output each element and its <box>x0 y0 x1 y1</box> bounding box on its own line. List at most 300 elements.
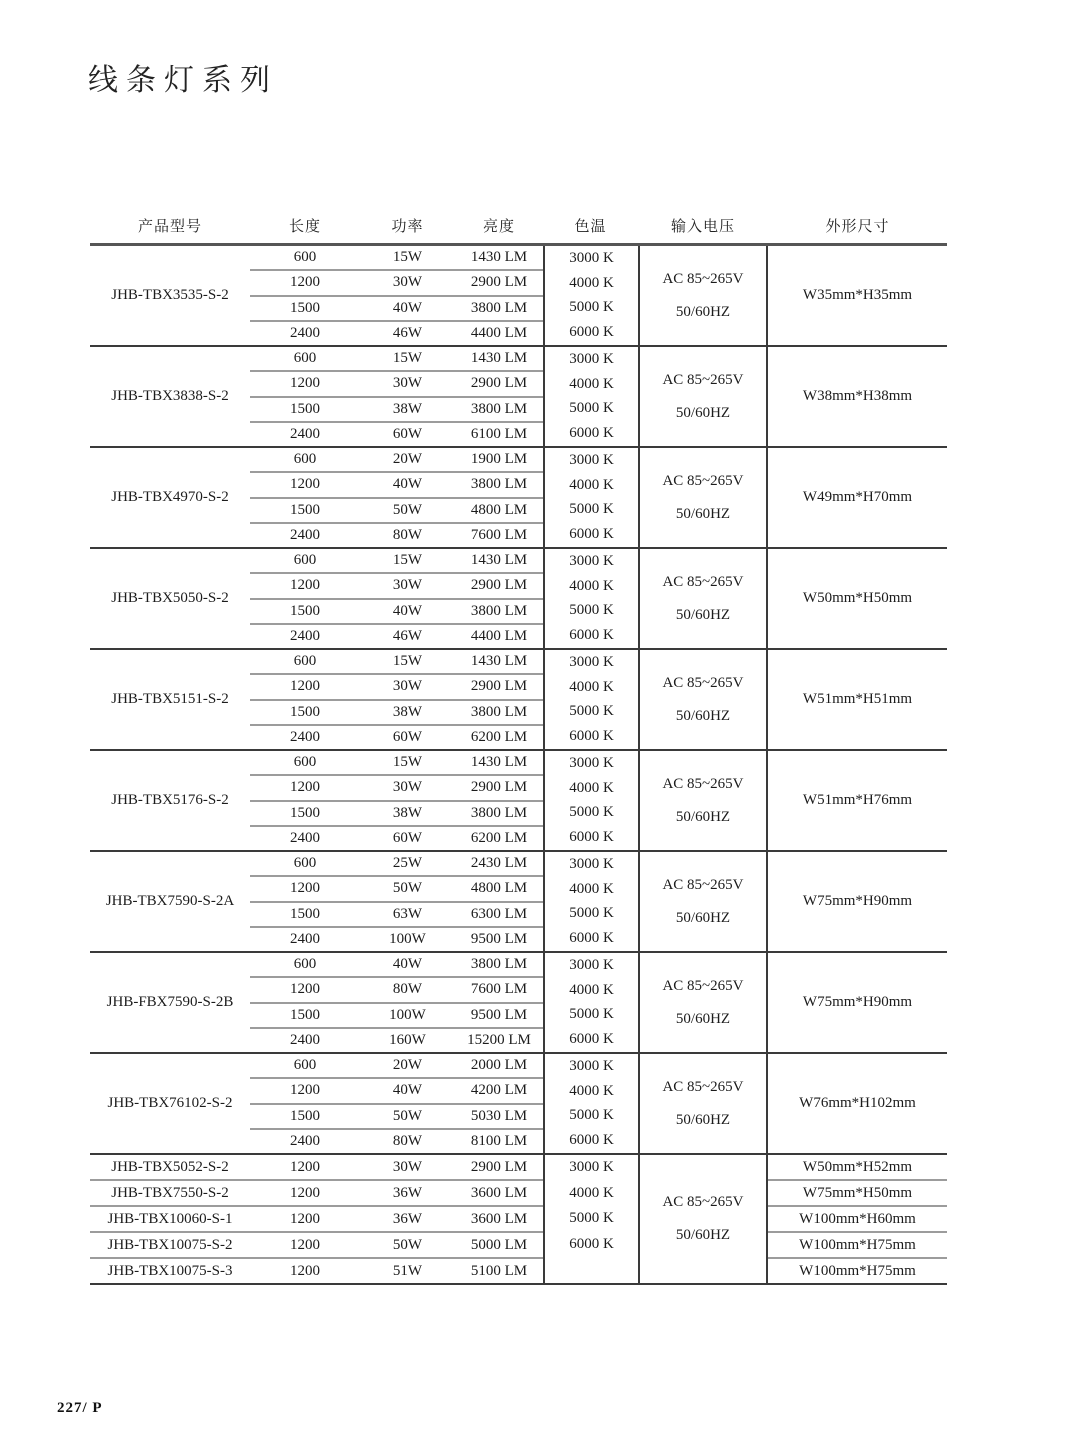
voltage-line2: 50/60HZ <box>675 1227 731 1243</box>
dimensions-value: W51mm*H76mm <box>802 792 913 808</box>
spec-subrow <box>250 421 543 446</box>
table-row-group <box>90 650 947 751</box>
color-temp-cell <box>543 448 638 547</box>
product-model-cell <box>90 751 250 850</box>
spec-subrow <box>250 825 543 850</box>
lumen-value: 4800 LM <box>470 501 528 518</box>
length-value: 2400 <box>290 930 320 947</box>
color-temp-value: 4000 K <box>569 678 614 695</box>
length-value: 1500 <box>290 804 320 821</box>
lumen-value: 1430 LM <box>470 653 528 670</box>
length-value: 2400 <box>290 627 320 644</box>
lumen-value: 5100 LM <box>470 1262 528 1279</box>
power-value: 40W <box>392 602 423 619</box>
voltage-line2: 50/60HZ <box>675 1010 731 1027</box>
power-value: 30W <box>392 577 423 594</box>
voltage-cell <box>638 751 768 850</box>
color-temp-value: 4000 K <box>569 375 614 392</box>
color-temp-value: 4000 K <box>569 1082 614 1099</box>
color-temp-value: 5000 K <box>569 703 614 720</box>
voltage-cell <box>638 347 768 446</box>
spec-subrow <box>250 497 543 522</box>
lumen-value: 3600 LM <box>470 1184 528 1201</box>
dimensions-value: W75mm*H50mm <box>768 1179 947 1205</box>
length-value: 1200 <box>290 779 320 796</box>
lumen-value: 3800 LM <box>470 956 528 973</box>
voltage-line2: 50/60HZ <box>675 1111 731 1128</box>
color-temp-value: 6000 K <box>569 829 614 846</box>
spec-subrow <box>250 471 543 496</box>
spec-subrow <box>250 320 543 345</box>
power-value: 40W <box>392 299 423 316</box>
voltage-cell <box>638 1054 768 1153</box>
length-value: 600 <box>293 1057 317 1074</box>
power-value: 80W <box>392 526 423 543</box>
product-model-cell <box>90 852 250 951</box>
spec-subrow <box>250 370 543 395</box>
length-power-lumen-subtable <box>250 1054 543 1153</box>
spec-subrow <box>250 347 543 370</box>
power-value: 20W <box>392 1057 423 1074</box>
table-row <box>90 1179 543 1205</box>
length-value: 1200 <box>290 577 320 594</box>
lumen-value: 3800 LM <box>470 703 528 720</box>
voltage-cell <box>638 953 768 1052</box>
lumen-value: 2900 LM <box>470 678 528 695</box>
table-body <box>90 246 947 1155</box>
table-row-group <box>90 246 947 347</box>
spec-subrow <box>250 623 543 648</box>
power-value: 80W <box>392 1132 423 1149</box>
spec-subrow <box>250 976 543 1001</box>
page-title: 线条灯系列 <box>88 64 278 97</box>
length-power-lumen-subtable <box>250 751 543 850</box>
spec-subrow <box>250 295 543 320</box>
spec-subrow <box>250 522 543 547</box>
color-temp-value: 5000 K <box>569 400 614 417</box>
spec-subrow <box>250 673 543 698</box>
length-power-lumen-subtable <box>250 448 543 547</box>
dimensions-cell <box>768 852 947 951</box>
spec-subrow <box>250 572 543 597</box>
color-temp-value: 5000 K <box>569 804 614 821</box>
lumen-value: 1430 LM <box>470 350 528 367</box>
lumen-value: 6200 LM <box>470 728 528 745</box>
table-row <box>90 1205 543 1231</box>
color-temp-value: 3000 K <box>569 754 614 771</box>
voltage-line2: 50/60HZ <box>675 505 731 522</box>
color-temp-value: 4000 K <box>569 577 614 594</box>
color-temp-value: 6000 K <box>569 425 614 442</box>
length-value: 600 <box>293 249 317 266</box>
power-value: 60W <box>392 829 423 846</box>
power-value: 15W <box>392 552 423 569</box>
color-temp-value: 3000 K <box>569 451 614 468</box>
voltage-line2: 50/60HZ <box>675 707 731 724</box>
lumen-value: 4200 LM <box>470 1082 528 1099</box>
voltage-line1: AC 85~265V <box>662 472 744 489</box>
spec-subrow <box>250 396 543 421</box>
product-model: JHB-TBX5176-S-2 <box>111 792 229 808</box>
lumen-value: 6300 LM <box>470 905 528 922</box>
length-value: 1500 <box>290 703 320 720</box>
lumen-value: 9500 LM <box>470 930 528 947</box>
color-temp-value: 6000 K <box>569 1236 614 1253</box>
power-value: 38W <box>392 400 423 417</box>
color-temp-value: 4000 K <box>569 476 614 493</box>
length-value: 1200 <box>290 981 320 998</box>
length-power-lumen-subtable <box>250 246 543 345</box>
product-model: JHB-TBX3535-S-2 <box>111 287 229 303</box>
product-model-cell <box>90 549 250 648</box>
length-value: 1500 <box>290 400 320 417</box>
color-temp-value: 3000 K <box>569 956 614 973</box>
spec-subrow <box>250 852 543 875</box>
power-value: 25W <box>392 855 423 872</box>
single-rows-left <box>90 1155 543 1283</box>
color-temp-cell <box>543 347 638 446</box>
spec-subrow <box>250 901 543 926</box>
length-value: 1200 <box>290 476 320 493</box>
product-model-cell <box>90 650 250 749</box>
lumen-value: 3600 LM <box>470 1210 528 1227</box>
voltage-cell <box>638 650 768 749</box>
spec-subrow <box>250 699 543 724</box>
spec-subrow <box>250 953 543 976</box>
header-lumen: 亮度 <box>482 219 515 235</box>
color-temp-value: 5000 K <box>569 299 614 316</box>
dimensions-cell <box>768 1054 947 1153</box>
lumen-value: 4400 LM <box>470 324 528 341</box>
color-temp-value: 6000 K <box>569 930 614 947</box>
power-value: 30W <box>392 779 423 796</box>
power-value: 40W <box>392 1082 423 1099</box>
lumen-value: 4400 LM <box>470 627 528 644</box>
table-row <box>90 1231 543 1257</box>
color-temp-cell <box>543 1155 638 1283</box>
dimensions-cell <box>768 448 947 547</box>
product-model: JHB-TBX7550-S-2 <box>111 1184 229 1201</box>
lumen-value: 1430 LM <box>470 754 528 771</box>
color-temp-value: 3000 K <box>569 249 614 266</box>
power-value: 36W <box>392 1184 423 1201</box>
spec-subrow <box>250 650 543 673</box>
dimensions-value: W100mm*H75mm <box>768 1257 947 1283</box>
length-value: 1200 <box>290 1262 320 1279</box>
product-model-cell <box>90 953 250 1052</box>
power-value: 50W <box>392 880 423 897</box>
dimensions-value: W75mm*H90mm <box>802 893 913 909</box>
lumen-value: 6200 LM <box>470 829 528 846</box>
color-temp-value: 6000 K <box>569 627 614 644</box>
lumen-value: 3800 LM <box>470 299 528 316</box>
color-temp-value: 6000 K <box>569 1132 614 1149</box>
product-model: JHB-TBX5050-S-2 <box>111 590 229 606</box>
spec-subrow <box>250 774 543 799</box>
spec-subrow <box>250 1128 543 1153</box>
color-temp-value: 4000 K <box>569 274 614 291</box>
color-temp-value: 5000 K <box>569 905 614 922</box>
length-value: 600 <box>293 552 317 569</box>
spec-subrow <box>250 875 543 900</box>
product-model: JHB-TBX10075-S-3 <box>107 1262 233 1279</box>
length-value: 1200 <box>290 1184 320 1201</box>
lumen-value: 2900 LM <box>470 274 528 291</box>
color-temp-value: 3000 K <box>569 1057 614 1074</box>
voltage-line1: AC 85~265V <box>662 573 744 590</box>
lumen-value: 6100 LM <box>470 425 528 442</box>
power-value: 15W <box>392 653 423 670</box>
length-value: 2400 <box>290 324 320 341</box>
table-row-group <box>90 953 947 1054</box>
length-value: 1200 <box>290 375 320 392</box>
product-model: JHB-FBX7590-S-2B <box>106 994 234 1010</box>
length-value: 1200 <box>290 678 320 695</box>
voltage-cell <box>638 1155 768 1283</box>
spec-subrow <box>250 1027 543 1052</box>
voltage-cell <box>638 448 768 547</box>
power-value: 100W <box>389 1006 426 1023</box>
length-power-lumen-subtable <box>250 650 543 749</box>
length-value: 1500 <box>290 501 320 518</box>
dimensions-value: W76mm*H102mm <box>799 1095 916 1111</box>
power-value: 60W <box>392 425 423 442</box>
power-value: 30W <box>392 274 423 291</box>
length-value: 1200 <box>290 274 320 291</box>
product-model: JHB-TBX10075-S-2 <box>107 1236 233 1253</box>
dimensions-value: W75mm*H90mm <box>802 994 913 1010</box>
length-power-lumen-subtable <box>250 953 543 1052</box>
voltage-cell <box>638 549 768 648</box>
length-value: 2400 <box>290 1132 320 1149</box>
product-model-cell <box>90 448 250 547</box>
voltage-line1: AC 85~265V <box>662 977 744 994</box>
power-value: 30W <box>392 375 423 392</box>
power-value: 36W <box>392 1210 423 1227</box>
power-value: 38W <box>392 804 423 821</box>
color-temp-value: 6000 K <box>569 1031 614 1048</box>
dimensions-value: W35mm*H35mm <box>802 287 913 303</box>
color-temp-value: 6000 K <box>569 728 614 745</box>
product-model: JHB-TBX5151-S-2 <box>111 691 229 707</box>
power-value: 30W <box>392 678 423 695</box>
lumen-value: 15200 LM <box>467 1031 531 1048</box>
power-value: 51W <box>392 1262 423 1279</box>
color-temp-value <box>545 1257 638 1283</box>
voltage-line2: 50/60HZ <box>675 404 731 421</box>
length-value: 2400 <box>290 1031 320 1048</box>
lumen-value: 5000 LM <box>470 1236 528 1253</box>
color-temp-value: 6000 K <box>569 324 614 341</box>
dimensions-cell <box>768 751 947 850</box>
product-model: JHB-TBX5052-S-2 <box>111 1158 229 1175</box>
color-temp-value: 3000 K <box>569 350 614 367</box>
length-value: 2400 <box>290 425 320 442</box>
length-value: 1200 <box>290 1210 320 1227</box>
lumen-value: 2900 LM <box>470 577 528 594</box>
spec-table <box>90 208 947 1285</box>
length-power-lumen-subtable <box>250 347 543 446</box>
table-row-group <box>90 852 947 953</box>
header-product-model: 产品型号 <box>137 219 202 235</box>
single-rows-section <box>90 1155 947 1285</box>
lumen-value: 3800 LM <box>470 804 528 821</box>
table-row <box>90 1155 543 1179</box>
spec-subrow <box>250 926 543 951</box>
power-value: 15W <box>392 249 423 266</box>
length-value: 1500 <box>290 602 320 619</box>
power-value: 30W <box>392 1158 423 1175</box>
power-value: 60W <box>392 728 423 745</box>
table-header-row <box>90 208 947 246</box>
length-value: 600 <box>293 754 317 771</box>
color-temp-value: 4000 K <box>569 1184 614 1201</box>
color-temp-value: 5000 K <box>569 501 614 518</box>
color-temp-value: 5000 K <box>569 1006 614 1023</box>
voltage-line1: AC 85~265V <box>662 674 744 691</box>
lumen-value: 9500 LM <box>470 1006 528 1023</box>
color-temp-value: 4000 K <box>569 981 614 998</box>
power-value: 40W <box>392 476 423 493</box>
dimensions-value: W100mm*H75mm <box>768 1231 947 1257</box>
lumen-value: 2430 LM <box>470 855 528 872</box>
table-row-group <box>90 549 947 650</box>
spec-subrow <box>250 1002 543 1027</box>
color-temp-value: 5000 K <box>569 1210 614 1227</box>
power-value: 50W <box>392 501 423 518</box>
header-voltage: 输入电压 <box>670 219 735 235</box>
product-model-cell <box>90 1054 250 1153</box>
power-value: 15W <box>392 754 423 771</box>
color-temp-cell <box>543 953 638 1052</box>
length-power-lumen-subtable <box>250 549 543 648</box>
power-value: 46W <box>392 627 423 644</box>
voltage-line2: 50/60HZ <box>675 808 731 825</box>
color-temp-value: 3000 K <box>569 855 614 872</box>
length-value: 2400 <box>290 728 320 745</box>
spec-subrow <box>250 598 543 623</box>
length-value: 1200 <box>290 1082 320 1099</box>
power-value: 100W <box>389 930 426 947</box>
color-temp-value: 5000 K <box>569 1107 614 1124</box>
lumen-value: 3800 LM <box>470 476 528 493</box>
spec-subrow <box>250 1077 543 1102</box>
length-value: 1500 <box>290 1006 320 1023</box>
length-value: 600 <box>293 855 317 872</box>
color-temp-cell <box>543 751 638 850</box>
dimensions-value: W51mm*H51mm <box>802 691 913 707</box>
color-temp-value: 3000 K <box>569 1159 614 1176</box>
voltage-line1: AC 85~265V <box>662 775 744 792</box>
voltage-line2: 50/60HZ <box>675 909 731 926</box>
lumen-value: 3800 LM <box>470 400 528 417</box>
color-temp-cell <box>543 246 638 345</box>
power-value: 15W <box>392 350 423 367</box>
spec-subrow <box>250 246 543 269</box>
color-temp-value: 4000 K <box>569 880 614 897</box>
power-value: 50W <box>392 1236 423 1253</box>
spec-subrow <box>250 1054 543 1077</box>
spec-subrow <box>250 724 543 749</box>
color-temp-value: 5000 K <box>569 602 614 619</box>
lumen-value: 4800 LM <box>470 880 528 897</box>
length-value: 600 <box>293 653 317 670</box>
dimensions-cell <box>768 246 947 345</box>
lumen-value: 7600 LM <box>470 526 528 543</box>
product-model-cell <box>90 246 250 345</box>
table-row-group <box>90 448 947 549</box>
color-temp-cell <box>543 1054 638 1153</box>
dimensions-value: W38mm*H38mm <box>802 388 913 404</box>
header-color-temp: 色温 <box>574 219 607 235</box>
length-value: 600 <box>293 451 317 468</box>
spec-subrow <box>250 549 543 572</box>
length-value: 1200 <box>290 1158 320 1175</box>
dimensions-value: W50mm*H50mm <box>802 590 913 606</box>
product-model: JHB-TBX76102-S-2 <box>107 1095 233 1111</box>
lumen-value: 2900 LM <box>470 1158 528 1175</box>
product-model: JHB-TBX10060-S-1 <box>107 1210 233 1227</box>
color-temp-value: 3000 K <box>569 653 614 670</box>
power-value: 20W <box>392 451 423 468</box>
page-number: 227/ P <box>57 1400 103 1416</box>
lumen-value: 1430 LM <box>470 249 528 266</box>
lumen-value: 3800 LM <box>470 602 528 619</box>
color-temp-cell <box>543 549 638 648</box>
lumen-value: 1430 LM <box>470 552 528 569</box>
dimensions-column <box>768 1155 947 1283</box>
dimensions-cell <box>768 650 947 749</box>
voltage-line1: AC 85~265V <box>662 876 744 893</box>
voltage-line1: AC 85~265V <box>662 270 744 287</box>
product-model: JHB-TBX4970-S-2 <box>111 489 229 505</box>
header-dimensions: 外形尺寸 <box>825 219 890 235</box>
spec-subrow <box>250 1103 543 1128</box>
power-value: 63W <box>392 905 423 922</box>
power-value: 40W <box>392 956 423 973</box>
voltage-line1: AC 85~265V <box>662 371 744 388</box>
spec-subrow <box>250 800 543 825</box>
voltage-line1: AC 85~265V <box>662 1078 744 1095</box>
voltage-line1: AC 85~265V <box>662 1194 744 1210</box>
color-temp-cell <box>543 650 638 749</box>
length-value: 1500 <box>290 905 320 922</box>
color-temp-value: 3000 K <box>569 552 614 569</box>
lumen-value: 1900 LM <box>470 451 528 468</box>
length-power-lumen-subtable <box>250 852 543 951</box>
lumen-value: 2900 LM <box>470 375 528 392</box>
length-value: 1500 <box>290 1107 320 1124</box>
spec-subrow <box>250 751 543 774</box>
dimensions-value: W50mm*H52mm <box>802 1158 913 1175</box>
spec-subrow <box>250 448 543 471</box>
header-power: 功率 <box>391 219 424 235</box>
lumen-value: 5030 LM <box>470 1107 528 1124</box>
lumen-value: 2900 LM <box>470 779 528 796</box>
dimensions-value: W100mm*H60mm <box>768 1205 947 1231</box>
lumen-value: 7600 LM <box>470 981 528 998</box>
lumen-value: 8100 LM <box>470 1132 528 1149</box>
table-row-group <box>90 751 947 852</box>
table-row-group <box>90 347 947 448</box>
length-value: 1200 <box>290 1236 320 1253</box>
lumen-value: 2000 LM <box>470 1057 528 1074</box>
dimensions-cell <box>768 549 947 648</box>
dimensions-cell <box>768 953 947 1052</box>
color-temp-cell <box>543 852 638 951</box>
power-value: 160W <box>389 1031 426 1048</box>
color-temp-value: 4000 K <box>569 779 614 796</box>
